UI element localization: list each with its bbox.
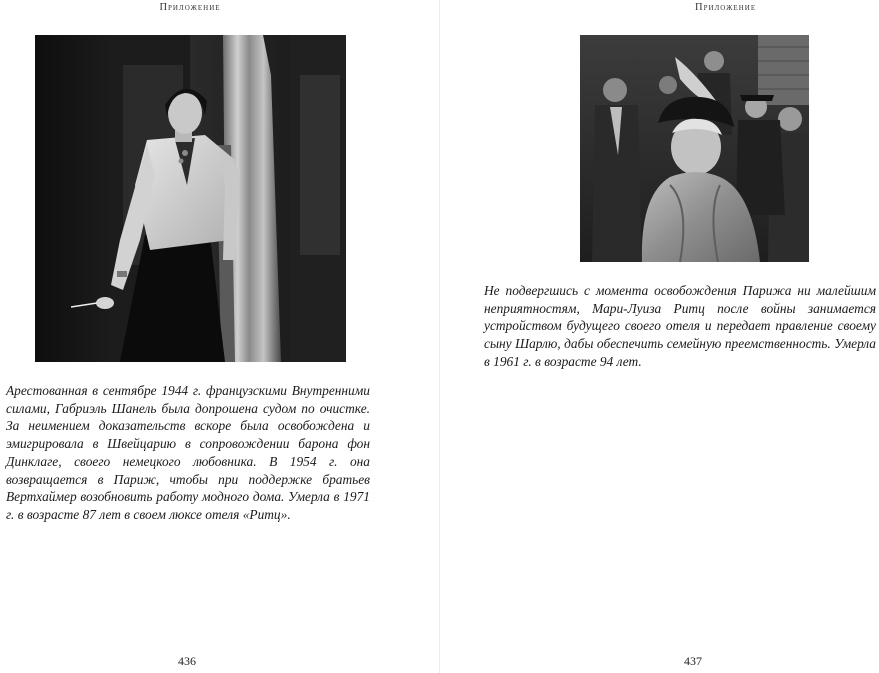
caption-left: Арестованная в сентябре 1944 г. французскими Внутренними силами, Габриэль Шанель была допрошена судом по очистке. За неимением доказательств вскоре была освобождена и эмигрировала в Швейцарию в сопровождении барона фон Динклаге, своего немецкого любовника. В 1954 г. она возвращается в Париж, чтобы при поддержке братьев Вертхаймер возобновить работу модного дома. Умерла в 1971 г. в возрасте 87 лет в своем люксе отеля «Ритц». [6,383,370,522]
ritz-portrait-photo [580,35,809,262]
right-page [440,0,879,673]
page-number-left: 436 [178,654,196,668]
caption-right: Не подвергшись с момента освобождения Парижа ни малейшим неприятностям, Мари-Луиза Ритц после войны занимается устройством будущего своего отеля и передает правление своему сыну Шарлю, дабы обеспечить семейную преемственность. Умерла в 1961 г. в возрасте 94 лет. [484,283,876,369]
page-number-right: 437 [684,654,702,668]
running-head-left: Приложение [159,2,221,13]
chanel-portrait-photo [35,35,346,362]
running-head-right: Приложение [695,2,757,13]
